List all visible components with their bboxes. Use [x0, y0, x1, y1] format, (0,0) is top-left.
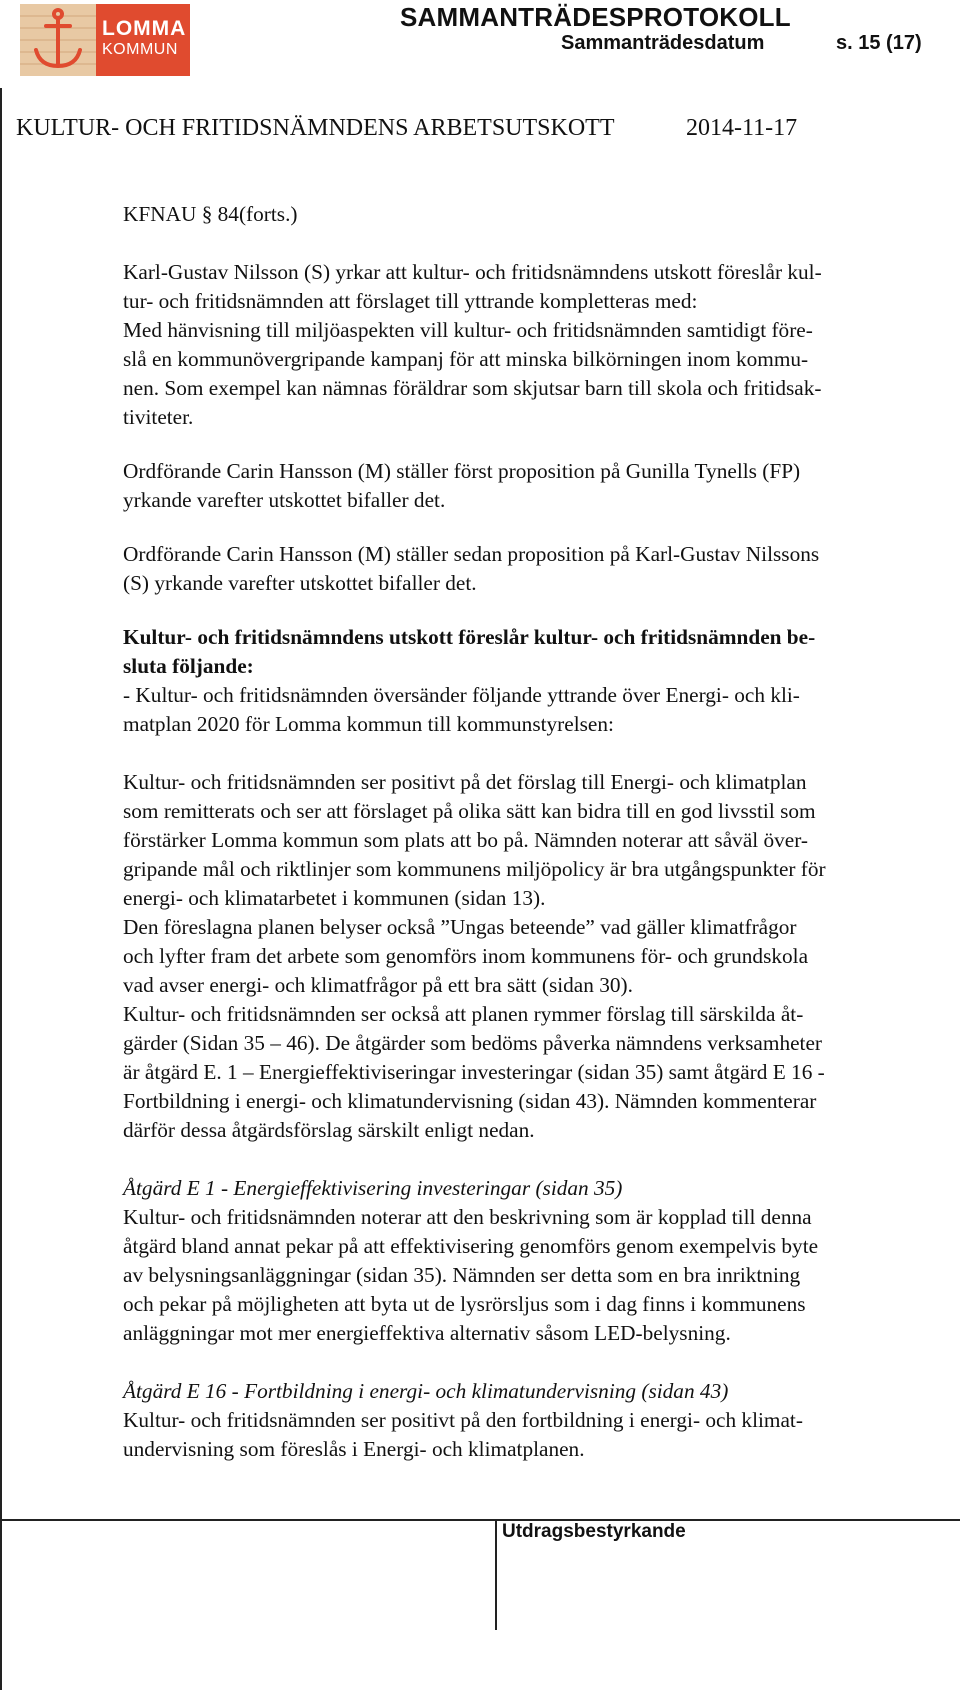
text-line: Kultur- och fritidsnämnden ser positivt på det förslag till Energi- och klimatplan	[123, 770, 807, 794]
page-number: s. 15 (17)	[836, 32, 922, 54]
text-line: förstärker Lomma kommun som plats att bo på. Nämnden noterar att såväl över-	[123, 828, 809, 852]
text-line: av belysningsanläggningar (sidan 35). Nämnden ser detta som en bra inriktning	[123, 1263, 801, 1287]
text-line: därför dessa åtgärdsförslag särskilt enligt nedan.	[123, 1118, 535, 1142]
text-line: - Kultur- och fritidsnämnden översänder följande yttrande över Energi- och kli-	[123, 683, 800, 707]
text-line: slå en kommunövergripande kampanj för att minska bilkörningen inom kommu-	[123, 347, 809, 371]
text-line: yrkande varefter utskottet bifaller det.	[123, 488, 446, 512]
text-line: tiviteter.	[123, 405, 194, 429]
measure-e16-paragraph	[123, 1406, 953, 1464]
footer-rule	[0, 1519, 960, 1521]
extract-certification-label: Utdragsbestyrkande	[502, 1521, 686, 1542]
text-line: tur- och fritidsnämnden att förslaget till yttrande kompletteras med:	[123, 289, 698, 313]
measure-e1-paragraph	[123, 1203, 953, 1348]
text-line: och lyfter fram det arbete som genomförs inom kommunens för- och grundskola	[123, 944, 809, 968]
footer-divider	[495, 1519, 497, 1630]
text-line: Med hänvisning till miljöaspekten vill kultur- och fritidsnämnden samtidigt före-	[123, 318, 813, 342]
text-line: Kultur- och fritidsnämndens utskott föreslår kultur- och fritidsnämnden be-	[123, 625, 816, 649]
decision-heading	[123, 623, 953, 681]
text-line: Kultur- och fritidsnämnden ser också att planen rymmer förslag till särskilda åt-	[123, 1002, 804, 1026]
text-line: energi- och klimatarbetet i kommunen (sidan 13).	[123, 886, 546, 910]
logo-name: LOMMA	[102, 17, 187, 40]
committee-name: KULTUR- OCH FRITIDSNÄMNDENS ARBETSUTSKOTT	[16, 115, 615, 141]
measure-e1-heading: Åtgärd E 1 - Energieffektivisering investeringar (sidan 35)	[123, 1176, 623, 1200]
text-line: Ordförande Carin Hansson (M) ställer först proposition på Gunilla Tynells (FP)	[123, 459, 801, 483]
text-line: vad avser energi- och klimatfrågor på ett bra sätt (sidan 30).	[123, 973, 633, 997]
text-line: Ordförande Carin Hansson (M) ställer sedan proposition på Karl-Gustav Nilssons	[123, 542, 820, 566]
text-line: gärder (Sidan 35 – 46). De åtgärder som bedöms påverka nämndens verksamheter	[123, 1031, 823, 1055]
text-line: är åtgärd E. 1 – Energieffektiviseringar investeringar (sidan 35) samt åtgärd E 16 -	[123, 1060, 825, 1084]
text-line: matplan 2020 för Lomma kommun till kommunstyrelsen:	[123, 712, 614, 736]
document-type-title: SAMMANTRÄDESPROTOKOLL	[400, 2, 791, 32]
text-line: åtgärd bland annat pekar på att effektivisering genomförs genom exempelvis byte	[123, 1234, 819, 1258]
proposal-paragraph	[123, 258, 953, 432]
text-line: och pekar på möjligheten att byta ut de lysrörsljus som i dag finns i kommunens	[123, 1292, 806, 1316]
section-reference: KFNAU § 84(forts.)	[123, 202, 298, 226]
text-line: sluta följande:	[123, 654, 254, 678]
statement-paragraph	[123, 768, 953, 1145]
text-line: nen. Som exempel kan nämnas föräldrar som skjutsar barn till skola och fritidsak-	[123, 376, 822, 400]
text-line: Den föreslagna planen belyser också ”Ungas beteende” vad gäller klimatfrågor	[123, 915, 797, 939]
lomma-kommun-logo	[20, 4, 190, 76]
meeting-date: 2014-11-17	[686, 115, 798, 141]
text-line: gripande mål och riktlinjer som kommunens miljöpolicy är bra utgångspunkter för	[123, 857, 826, 881]
anchor-icon	[20, 4, 96, 76]
decision-paragraph	[123, 681, 953, 739]
text-line: undervisning som föreslås i Energi- och klimatplanen.	[123, 1437, 585, 1461]
text-line: Fortbildning i energi- och klimatundervisning (sidan 43). Nämnden kommenterar	[123, 1089, 817, 1113]
second-proposition-paragraph	[123, 540, 953, 598]
text-line: Kultur- och fritidsnämnden ser positivt på den fortbildning i energi- och klimat-	[123, 1408, 803, 1432]
first-proposition-paragraph	[123, 457, 953, 515]
measure-e16-heading: Åtgärd E 16 - Fortbildning i energi- och klimatundervisning (sidan 43)	[123, 1379, 729, 1403]
logo-subname: KOMMUN	[102, 41, 178, 58]
text-line: som remitterats och ser att förslaget på olika sätt kan bidra till en god livsstil som	[123, 799, 816, 823]
meeting-date-label: Sammanträdesdatum	[561, 32, 765, 54]
text-line: Karl-Gustav Nilsson (S) yrkar att kultur- och fritidsnämndens utskott föreslår kul-	[123, 260, 822, 284]
text-line: (S) yrkande varefter utskottet bifaller det.	[123, 571, 477, 595]
left-margin-rule	[0, 88, 2, 1690]
document-body	[123, 200, 953, 1464]
text-line: Kultur- och fritidsnämnden noterar att den beskrivning som är kopplad till denna	[123, 1205, 812, 1229]
text-line: anläggningar mot mer energieffektiva alternativ såsom LED-belysning.	[123, 1321, 731, 1345]
